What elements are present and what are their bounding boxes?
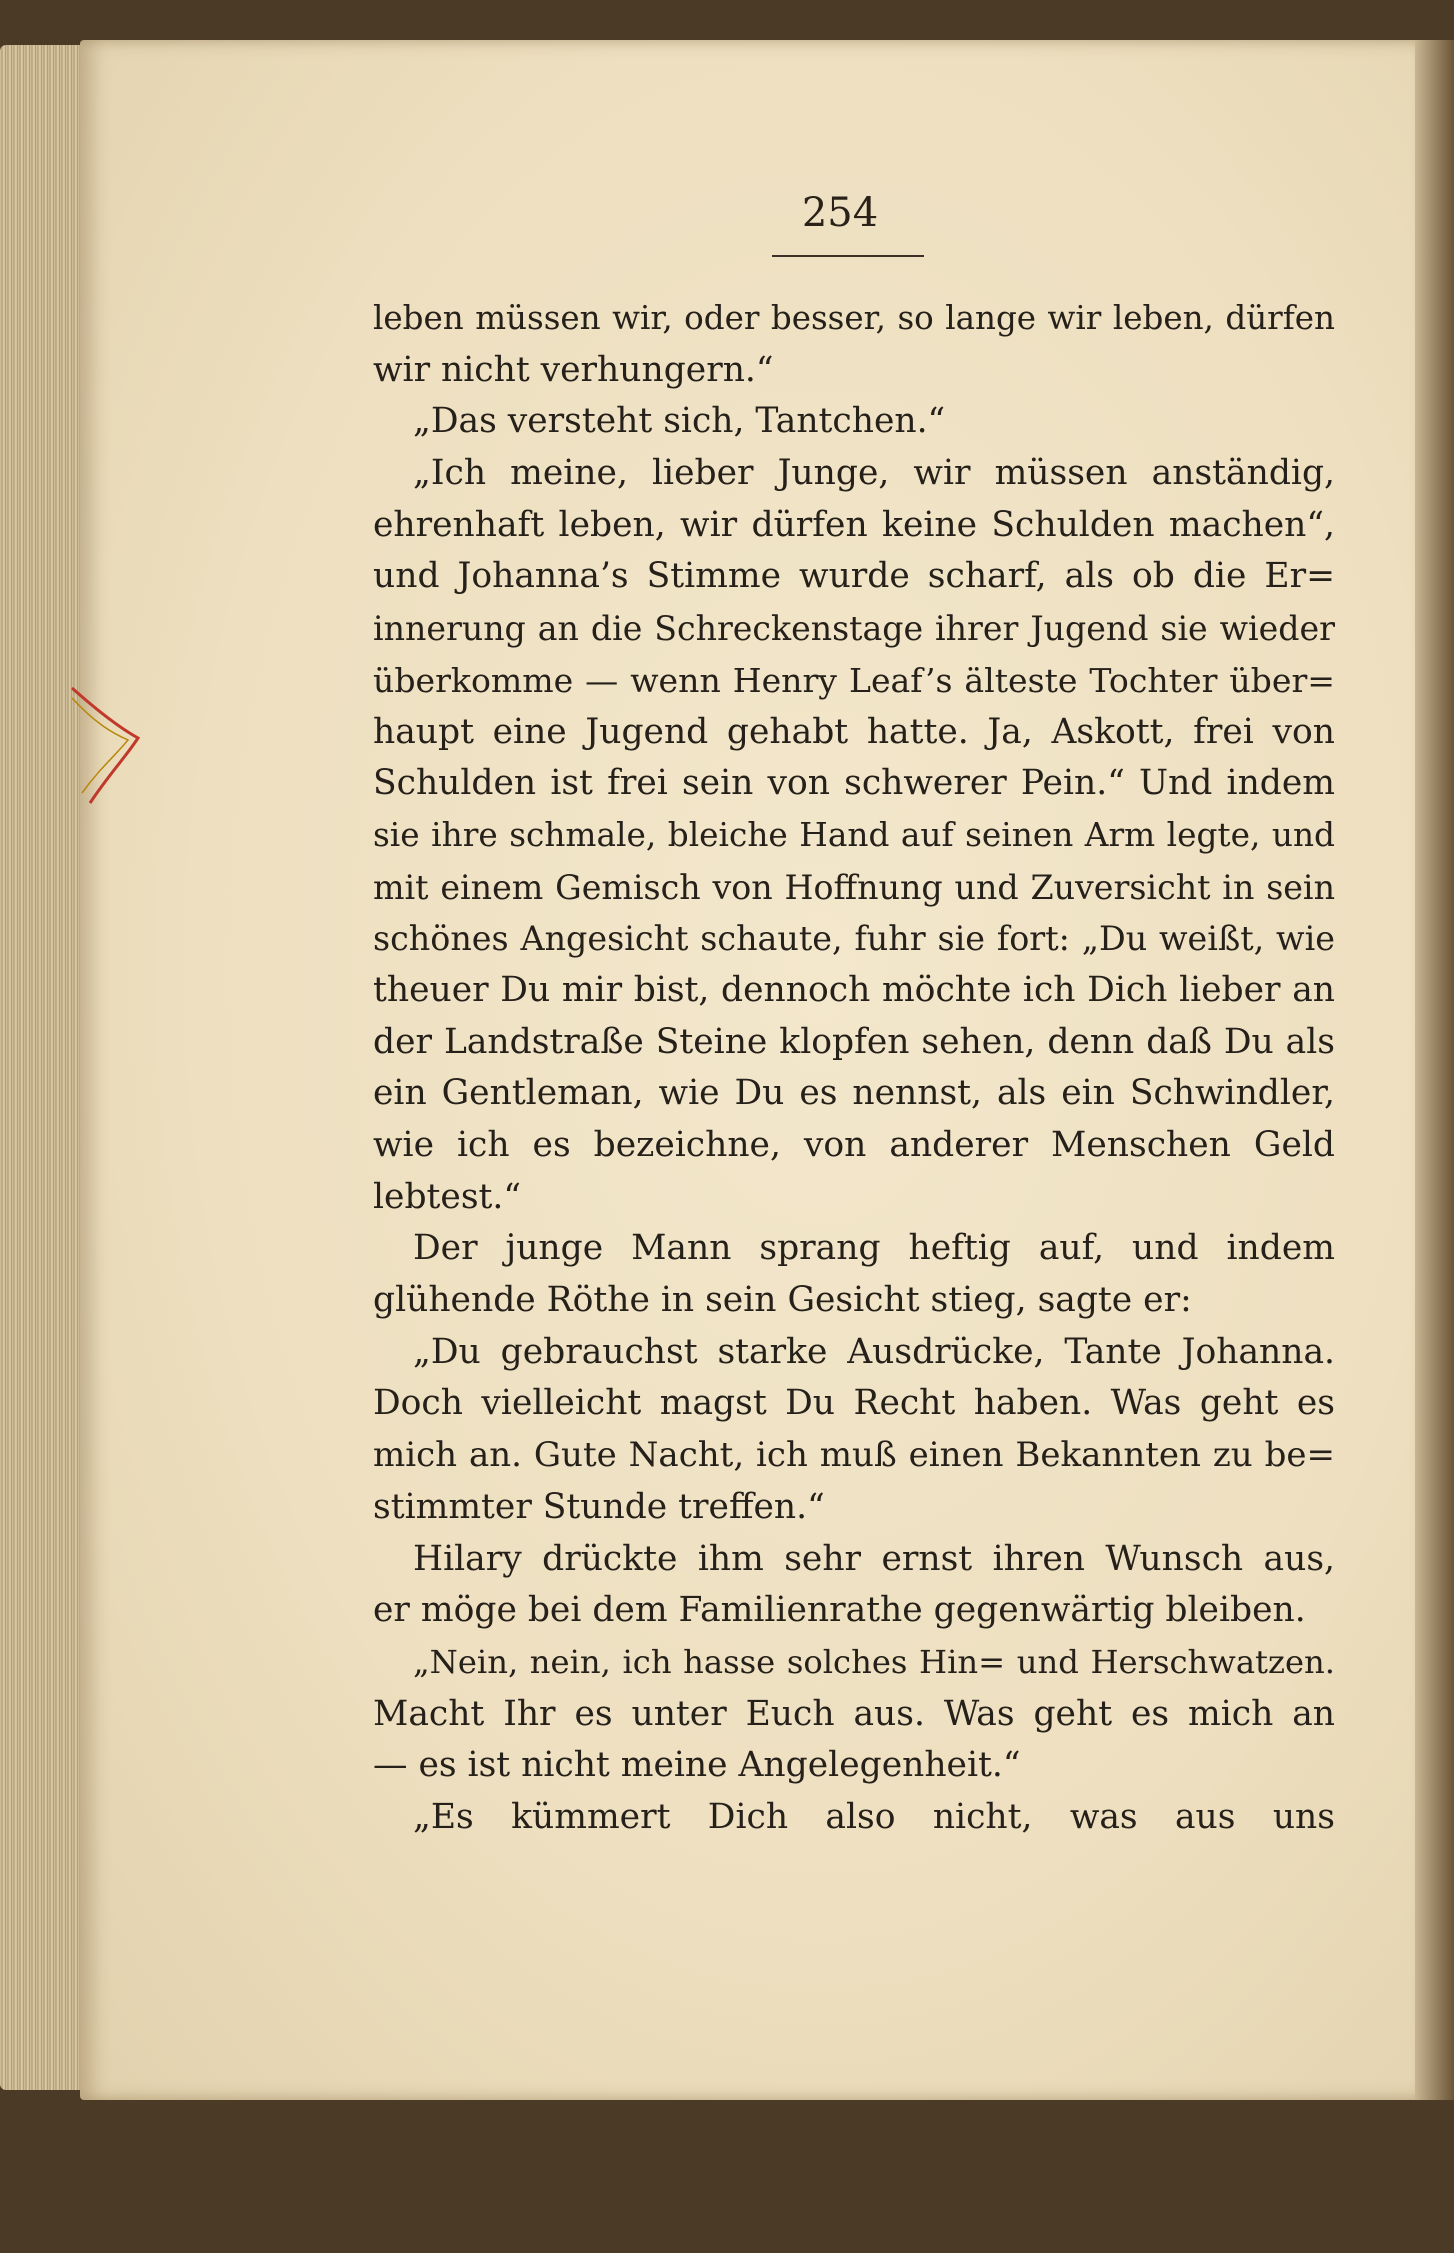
text-line: „Du gebrauchst starke Ausdrücke, Tante Johanna. bbox=[413, 1331, 1335, 1372]
bookmark-ribbon-icon bbox=[70, 668, 140, 818]
text-line: der Landstraße Steine klopfen sehen, denn daß Du als bbox=[373, 1021, 1335, 1062]
text-line: überkomme — wenn Henry Leaf’s älteste Tochter über= bbox=[373, 660, 1335, 700]
text-line: schönes Angesicht schaute, fuhr sie fort: „Du weißt, wie bbox=[373, 919, 1335, 959]
text-line: mich an. Gute Nacht, ich muß einen Bekannten zu be= bbox=[373, 1435, 1335, 1476]
text-line: er möge bei dem Familienrathe gegenwärtig bleiben. bbox=[373, 1590, 1306, 1631]
text-line: innerung an die Schreckenstage ihrer Jugend sie wieder bbox=[373, 609, 1335, 649]
text-line: leben müssen wir, oder besser, so lange wir leben, dürfen bbox=[373, 299, 1335, 337]
text-line: Hilary drückte ihm sehr ernst ihren Wunsch aus, bbox=[413, 1538, 1335, 1579]
book-gutter bbox=[1415, 40, 1454, 2100]
text-line: ehrenhaft leben, wir dürfen keine Schulden machen“, bbox=[373, 504, 1335, 545]
page-number-rule bbox=[772, 255, 924, 257]
text-line: „Es kümmert Dich also nicht, was aus uns bbox=[413, 1796, 1335, 1837]
text-line: wie ich es bezeichne, von anderer Menschen Geld bbox=[373, 1125, 1335, 1165]
text-line: stimmter Stunde treffen.“ bbox=[373, 1486, 825, 1527]
text-line: Macht Ihr es unter Euch aus. Was geht es mich an bbox=[373, 1693, 1335, 1734]
text-line: — es ist nicht meine Angelegenheit.“ bbox=[373, 1745, 1021, 1786]
text-line: haupt eine Jugend gehabt hatte. Ja, Askott, frei von bbox=[373, 711, 1335, 752]
text-line: lebtest.“ bbox=[373, 1176, 521, 1217]
text-line: „Nein, nein, ich hasse solches Hin= und Herschwatzen. bbox=[413, 1642, 1335, 1681]
text-line: „Ich meine, lieber Junge, wir müssen anständig, bbox=[413, 453, 1335, 494]
text-line: theuer Du mir bist, dennoch möchte ich Dich lieber an bbox=[373, 969, 1335, 1010]
text-line: mit einem Gemisch von Hoffnung und Zuversicht in sein bbox=[373, 867, 1335, 907]
text-line: wir nicht verhungern.“ bbox=[373, 349, 774, 390]
page-body-text bbox=[373, 293, 1335, 1844]
text-line: sie ihre schmale, bleiche Hand auf seinen Arm legte, und bbox=[373, 815, 1335, 854]
book-page-edges bbox=[0, 45, 86, 2090]
text-line: ein Gentleman, wie Du es nennst, als ein Schwindler, bbox=[373, 1073, 1335, 1114]
text-line: Doch vielleicht magst Du Recht haben. Was geht es bbox=[373, 1383, 1335, 1424]
text-line: und Johanna’s Stimme wurde scharf, als ob die Er= bbox=[373, 556, 1335, 597]
text-line: glühende Röthe in sein Gesicht stieg, sagte er: bbox=[373, 1280, 1192, 1321]
text-line: Schulden ist frei sein von schwerer Pein.“ Und indem bbox=[373, 763, 1335, 804]
page-number: 254 bbox=[801, 190, 879, 236]
text-line: „Das versteht sich, Tantchen.“ bbox=[413, 401, 946, 442]
text-line: Der junge Mann sprang heftig auf, und indem bbox=[413, 1228, 1335, 1269]
